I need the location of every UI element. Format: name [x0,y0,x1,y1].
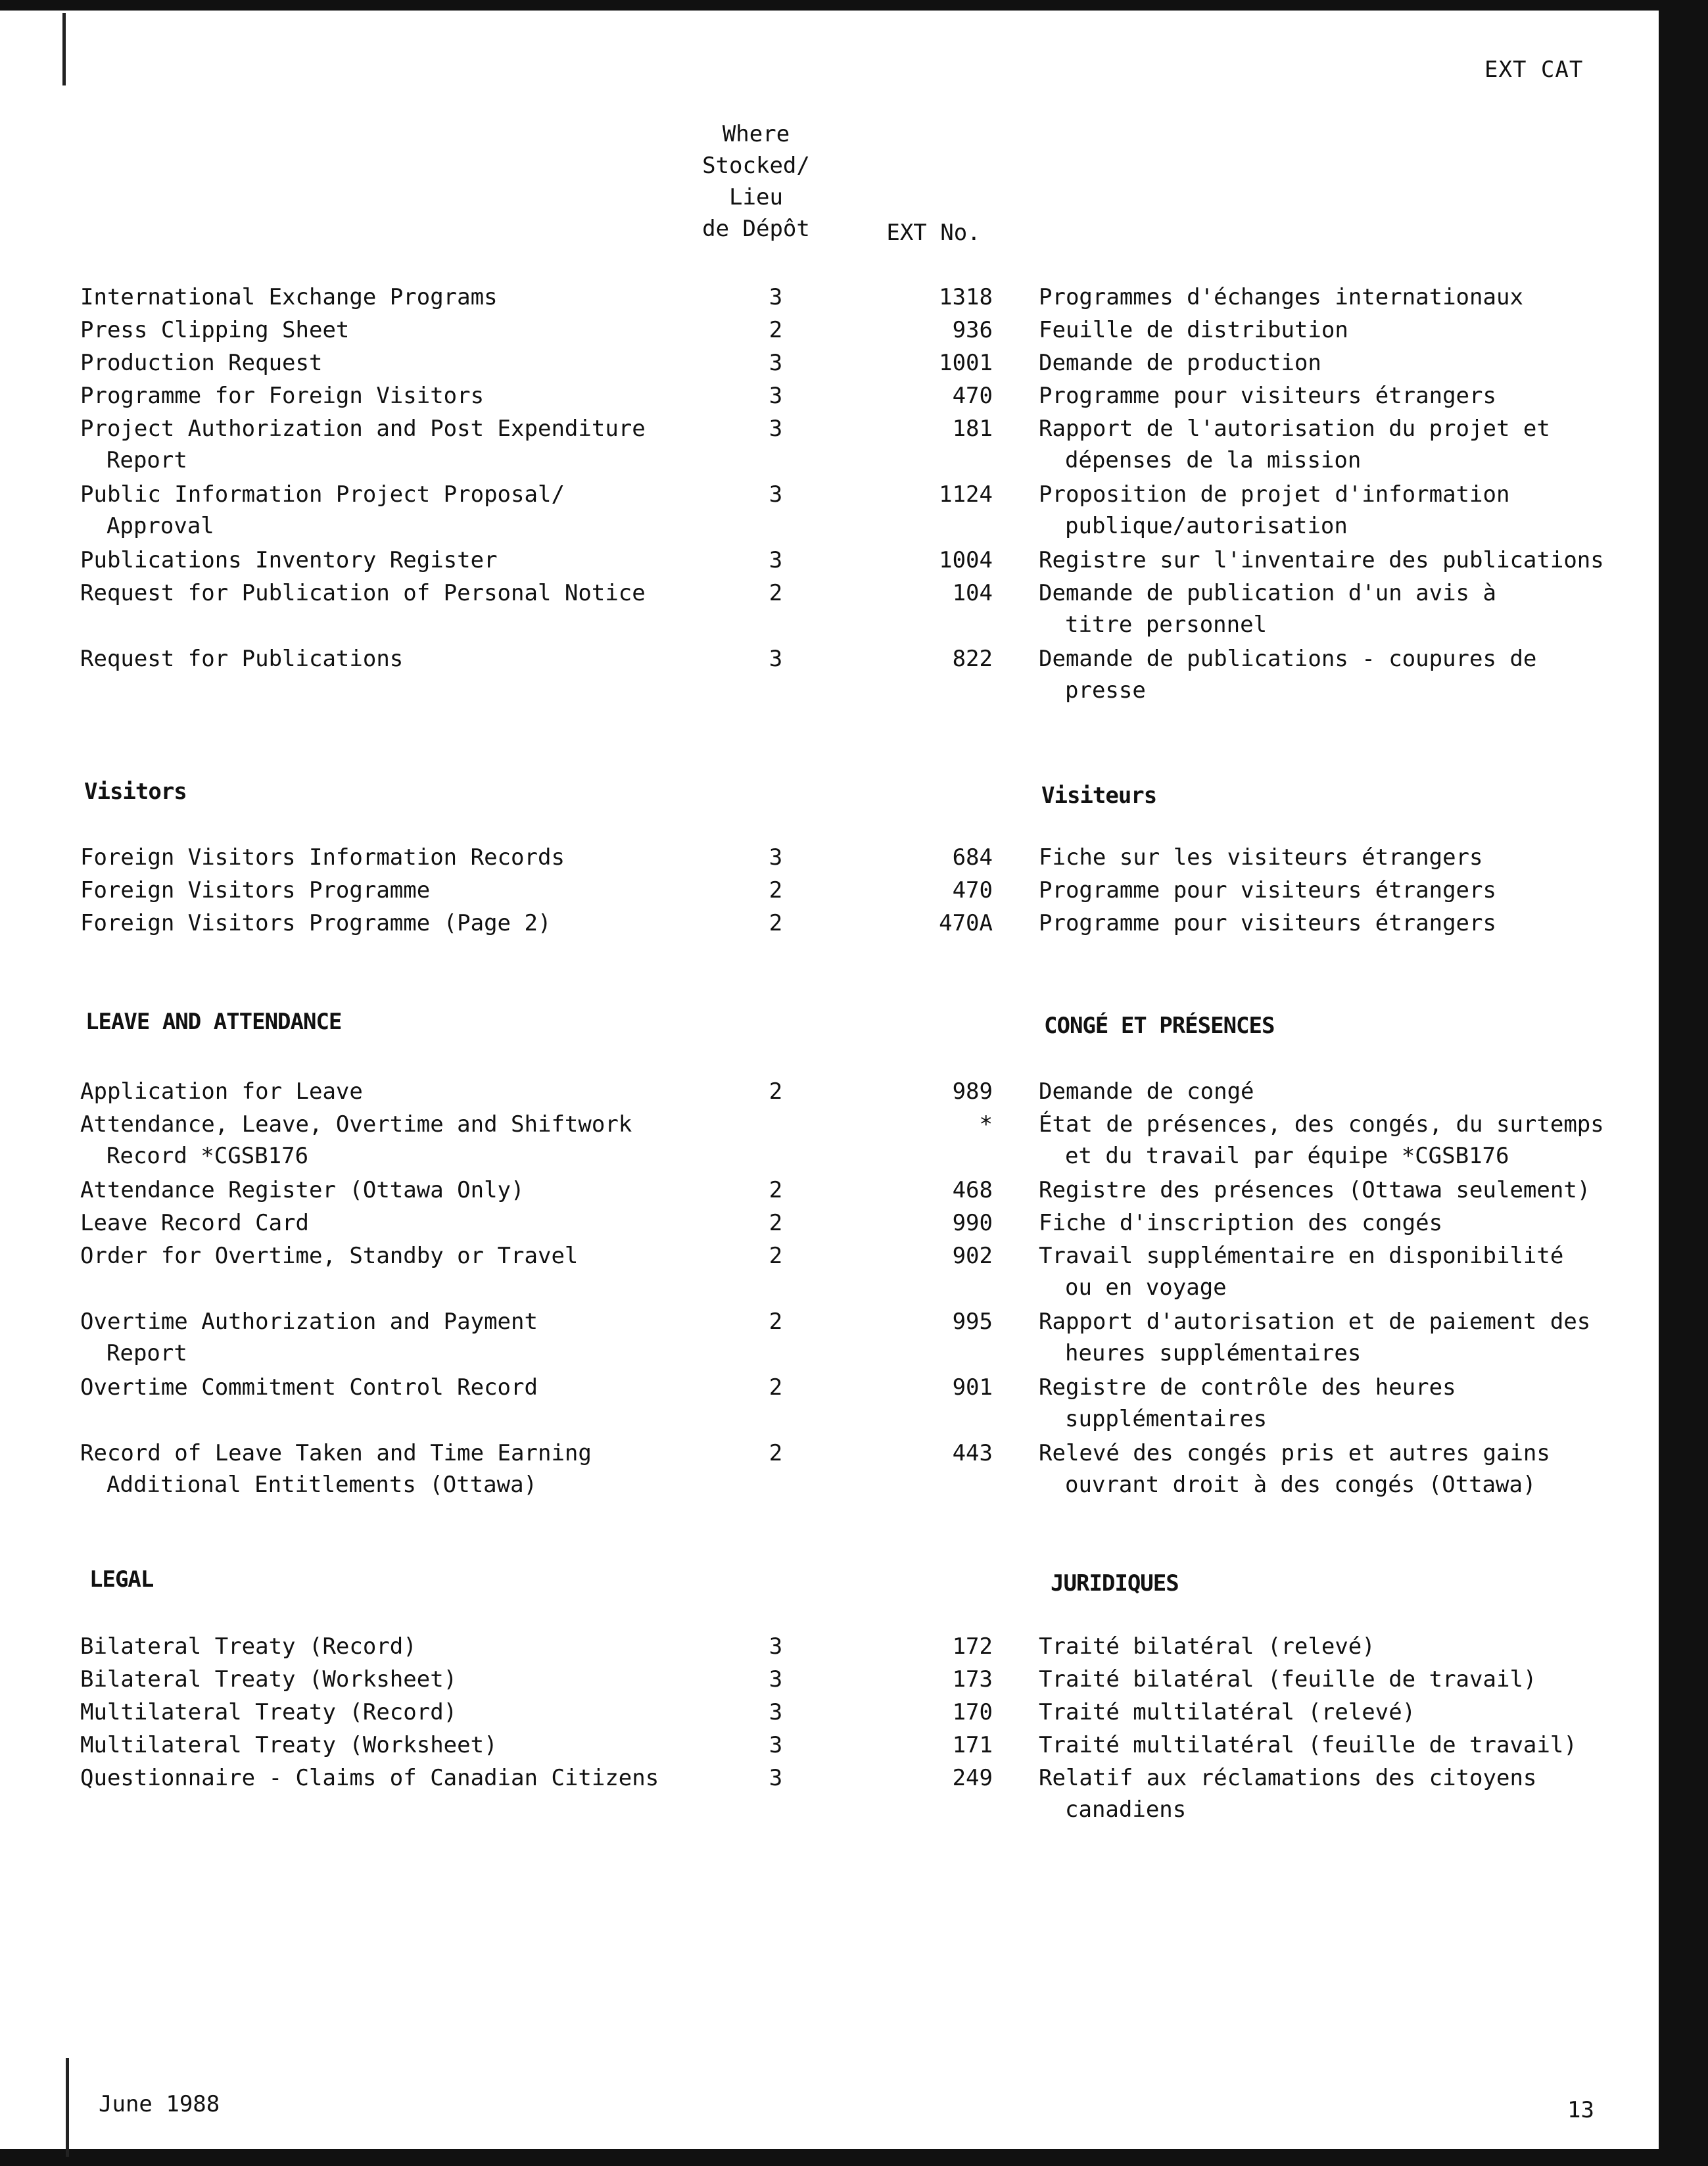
form-name-fr: Registre sur l'inventaire des publications [1039,547,1604,573]
ext-number: * [979,1111,993,1138]
ext-number: 171 [952,1732,993,1758]
line-2: ou en voyage [1065,1274,1227,1301]
form-name-fr: Fiche sur les visiteurs étrangers [1039,844,1483,871]
table-row [0,1762,1708,1828]
stocked-value: 3 [769,416,783,442]
form-name-en: Multilateral Treaty (Record) [80,1699,458,1725]
ext-number: 470A [939,910,993,936]
form-name-en [80,479,685,542]
ext-number: 468 [952,1177,993,1203]
stocked-value: 3 [769,1699,783,1725]
form-name-en: Leave Record Card [80,1210,309,1236]
line-2: Report [107,447,187,473]
scan-border-bottom [0,2149,1708,2166]
table-row [0,643,1708,709]
line-2: Additional Entitlements (Ottawa) [107,1472,538,1498]
form-name-fr [1039,1240,1630,1303]
ext-number: 995 [952,1309,993,1335]
line-2: publique/autorisation [1065,513,1348,539]
stocked-value: 3 [769,547,783,573]
line-1: Registre de contrôle des heures [1039,1374,1456,1401]
stocked-value: 2 [769,1243,783,1269]
line-1: Relevé des congés pris et autres gains [1039,1440,1550,1466]
leave-table [0,1076,1708,1503]
line-1: Attendance, Leave, Overtime and Shiftwork [80,1111,632,1138]
stocked-value: 2 [769,1374,783,1401]
ext-number: 470 [952,877,993,903]
form-name-fr: Demande de congé [1039,1078,1254,1105]
line-1: Overtime Authorization and Payment [80,1309,538,1335]
form-name-en: Foreign Visitors Programme (Page 2) [80,910,552,936]
form-name-en: Production Request [80,350,323,376]
form-name-fr: Programme pour visiteurs étrangers [1039,910,1496,936]
stocked-value: 3 [769,350,783,376]
table-row [0,577,1708,643]
line-2: Report [107,1340,187,1366]
ext-number: 172 [952,1633,993,1660]
form-name-fr [1039,413,1630,476]
form-name-en: Foreign Visitors Information Records [80,844,565,871]
stocked-value: 2 [769,1177,783,1203]
line-2: Record *CGSB176 [107,1143,309,1169]
publications-table [0,281,1708,709]
table-row [0,842,1708,875]
table-row [0,479,1708,544]
stocked-value: 2 [769,1440,783,1466]
form-name-en: Foreign Visitors Programme [80,877,431,903]
form-name-fr: Programmes d'échanges internationaux [1039,284,1523,310]
form-name-fr [1039,1437,1630,1501]
table-row [0,1306,1708,1372]
table-row [0,314,1708,347]
header-line: Lieu [729,184,783,210]
form-name-en: Publications Inventory Register [80,547,498,573]
line-1: Public Information Project Proposal/ [80,481,565,508]
table-row [0,347,1708,380]
form-name-fr [1039,1109,1630,1172]
line-2: dépenses de la mission [1065,447,1362,473]
line-1: Record of Leave Taken and Time Earning [80,1440,592,1466]
stocked-value: 2 [769,580,783,606]
visitors-table [0,842,1708,940]
section-title-fr: CONGÉ ET PRÉSENCES [1044,1013,1275,1039]
form-name-fr: Programme pour visiteurs étrangers [1039,877,1496,903]
stocked-value: 3 [769,481,783,508]
table-row [0,1729,1708,1762]
line-2: ouvrant droit à des congés (Ottawa) [1065,1472,1536,1498]
stocked-value: 3 [769,1732,783,1758]
stocked-value: 2 [769,877,783,903]
form-name-fr: Demande de production [1039,350,1321,376]
form-name-fr: Traité multilatéral (relevé) [1039,1699,1416,1725]
line-2: et du travail par équipe *CGSB176 [1065,1143,1509,1169]
line-1: Proposition de projet d'information [1039,481,1510,508]
table-row [0,1076,1708,1109]
table-row [0,544,1708,577]
stocked-value: 3 [769,383,783,409]
header-line: Where [722,121,790,147]
header-line: Stocked/ [702,153,810,179]
line-1: Demande de publications - coupures de [1039,646,1537,672]
line-1: Project Authorization and Post Expenditure [80,416,646,442]
form-name-en: Questionnaire - Claims of Canadian Citizens [80,1765,659,1791]
form-name-fr [1039,1762,1630,1825]
page-number: 13 [1567,2097,1594,2123]
form-name-en: Multilateral Treaty (Worksheet) [80,1732,498,1758]
ext-number: 901 [952,1374,993,1401]
table-row [0,907,1708,940]
ext-no-header: EXT No. [886,220,981,246]
line-2: Approval [107,513,214,539]
stocked-value: 3 [769,1633,783,1660]
form-name-en: Overtime Commitment Control Record [80,1374,538,1401]
table-row [0,1437,1708,1503]
line-2: supplémentaires [1065,1406,1268,1432]
form-name-fr: Feuille de distribution [1039,317,1348,343]
section-title-en: Visitors [84,779,187,805]
form-name-fr: Programme pour visiteurs étrangers [1039,383,1496,409]
form-name-en [80,1109,685,1172]
table-row [0,1372,1708,1437]
line-1: Demande de publication d'un avis à [1039,580,1496,606]
scan-border-top [0,0,1708,11]
ext-number: 902 [952,1243,993,1269]
section-title-en: LEGAL [89,1566,154,1593]
table-row [0,1240,1708,1306]
table-row [0,1174,1708,1207]
section-title-fr: Visiteurs [1041,782,1157,809]
form-name-en: Attendance Register (Ottawa Only) [80,1177,525,1203]
ext-number: 181 [952,416,993,442]
stocked-value: 3 [769,1765,783,1791]
form-name-fr [1039,1372,1630,1435]
ext-number: 249 [952,1765,993,1791]
form-name-en: International Exchange Programs [80,284,498,310]
stocked-value: 3 [769,284,783,310]
ext-number: 990 [952,1210,993,1236]
form-name-en [80,413,685,476]
table-row [0,1697,1708,1729]
form-name-en [80,1437,685,1501]
stocked-value: 3 [769,844,783,871]
line-1: État de présences, des congés, du surtemps [1039,1111,1604,1138]
line-1: Rapport de l'autorisation du projet et [1039,416,1550,442]
form-name-en: Programme for Foreign Visitors [80,383,485,409]
ext-number: 1004 [939,547,993,573]
form-name-en: Press Clipping Sheet [80,317,350,343]
form-name-fr [1039,479,1630,542]
line-1: Travail supplémentaire en disponibilité [1039,1243,1564,1269]
ext-number: 1318 [939,284,993,310]
table-row [0,1664,1708,1697]
table-row [0,1207,1708,1240]
section-title-en: LEAVE AND ATTENDANCE [85,1009,342,1035]
line-1: Rapport d'autorisation et de paiement des [1039,1309,1591,1335]
form-name-fr: Traité multilatéral (feuille de travail) [1039,1732,1577,1758]
ext-number: 443 [952,1440,993,1466]
stocked-value: 3 [769,1666,783,1693]
stocked-value: 2 [769,1210,783,1236]
table-row [0,413,1708,479]
line-2: canadiens [1065,1796,1187,1823]
form-name-en: Application for Leave [80,1078,363,1105]
footer-date: June 1988 [99,2091,220,2117]
form-name-fr: Traité bilatéral (relevé) [1039,1633,1375,1660]
stocked-value: 2 [769,317,783,343]
line-2: titre personnel [1065,612,1268,638]
where-stocked-header [680,118,832,245]
form-name-fr: Traité bilatéral (feuille de travail) [1039,1666,1537,1693]
form-name-fr [1039,643,1630,706]
stocked-value: 2 [769,1309,783,1335]
ext-number: 989 [952,1078,993,1105]
form-name-fr: Fiche d'inscription des congés [1039,1210,1443,1236]
line-1: Relatif aux réclamations des citoyens [1039,1765,1537,1791]
ext-number: 822 [952,646,993,672]
form-name-en: Order for Overtime, Standby or Travel [80,1243,579,1269]
line-2: presse [1065,677,1146,704]
ext-number: 684 [952,844,993,871]
table-row [0,1109,1708,1174]
catalogue-label: EXT CAT [1484,57,1584,83]
stocked-value: 3 [769,646,783,672]
ext-number: 170 [952,1699,993,1725]
form-name-fr [1039,1306,1630,1369]
section-title-fr: JURIDIQUES [1051,1570,1179,1597]
ext-number: 173 [952,1666,993,1693]
stocked-value: 2 [769,1078,783,1105]
form-name-fr [1039,577,1630,640]
form-name-en [80,1306,685,1369]
ext-number: 936 [952,317,993,343]
table-row [0,875,1708,907]
stocked-value: 2 [769,910,783,936]
scan-mark [66,2058,69,2157]
legal-table [0,1631,1708,1828]
table-row [0,1631,1708,1664]
scan-mark [62,13,66,85]
form-name-en: Request for Publication of Personal Notice [80,580,646,606]
header-line: de Dépôt [702,216,810,242]
form-name-fr: Registre des présences (Ottawa seulement) [1039,1177,1591,1203]
table-row [0,380,1708,413]
ext-number: 1124 [939,481,993,508]
form-name-en: Bilateral Treaty (Worksheet) [80,1666,458,1693]
form-name-en: Bilateral Treaty (Record) [80,1633,417,1660]
ext-number: 470 [952,383,993,409]
table-row [0,281,1708,314]
form-name-en: Request for Publications [80,646,404,672]
line-2: heures supplémentaires [1065,1340,1362,1366]
ext-number: 1001 [939,350,993,376]
ext-number: 104 [952,580,993,606]
